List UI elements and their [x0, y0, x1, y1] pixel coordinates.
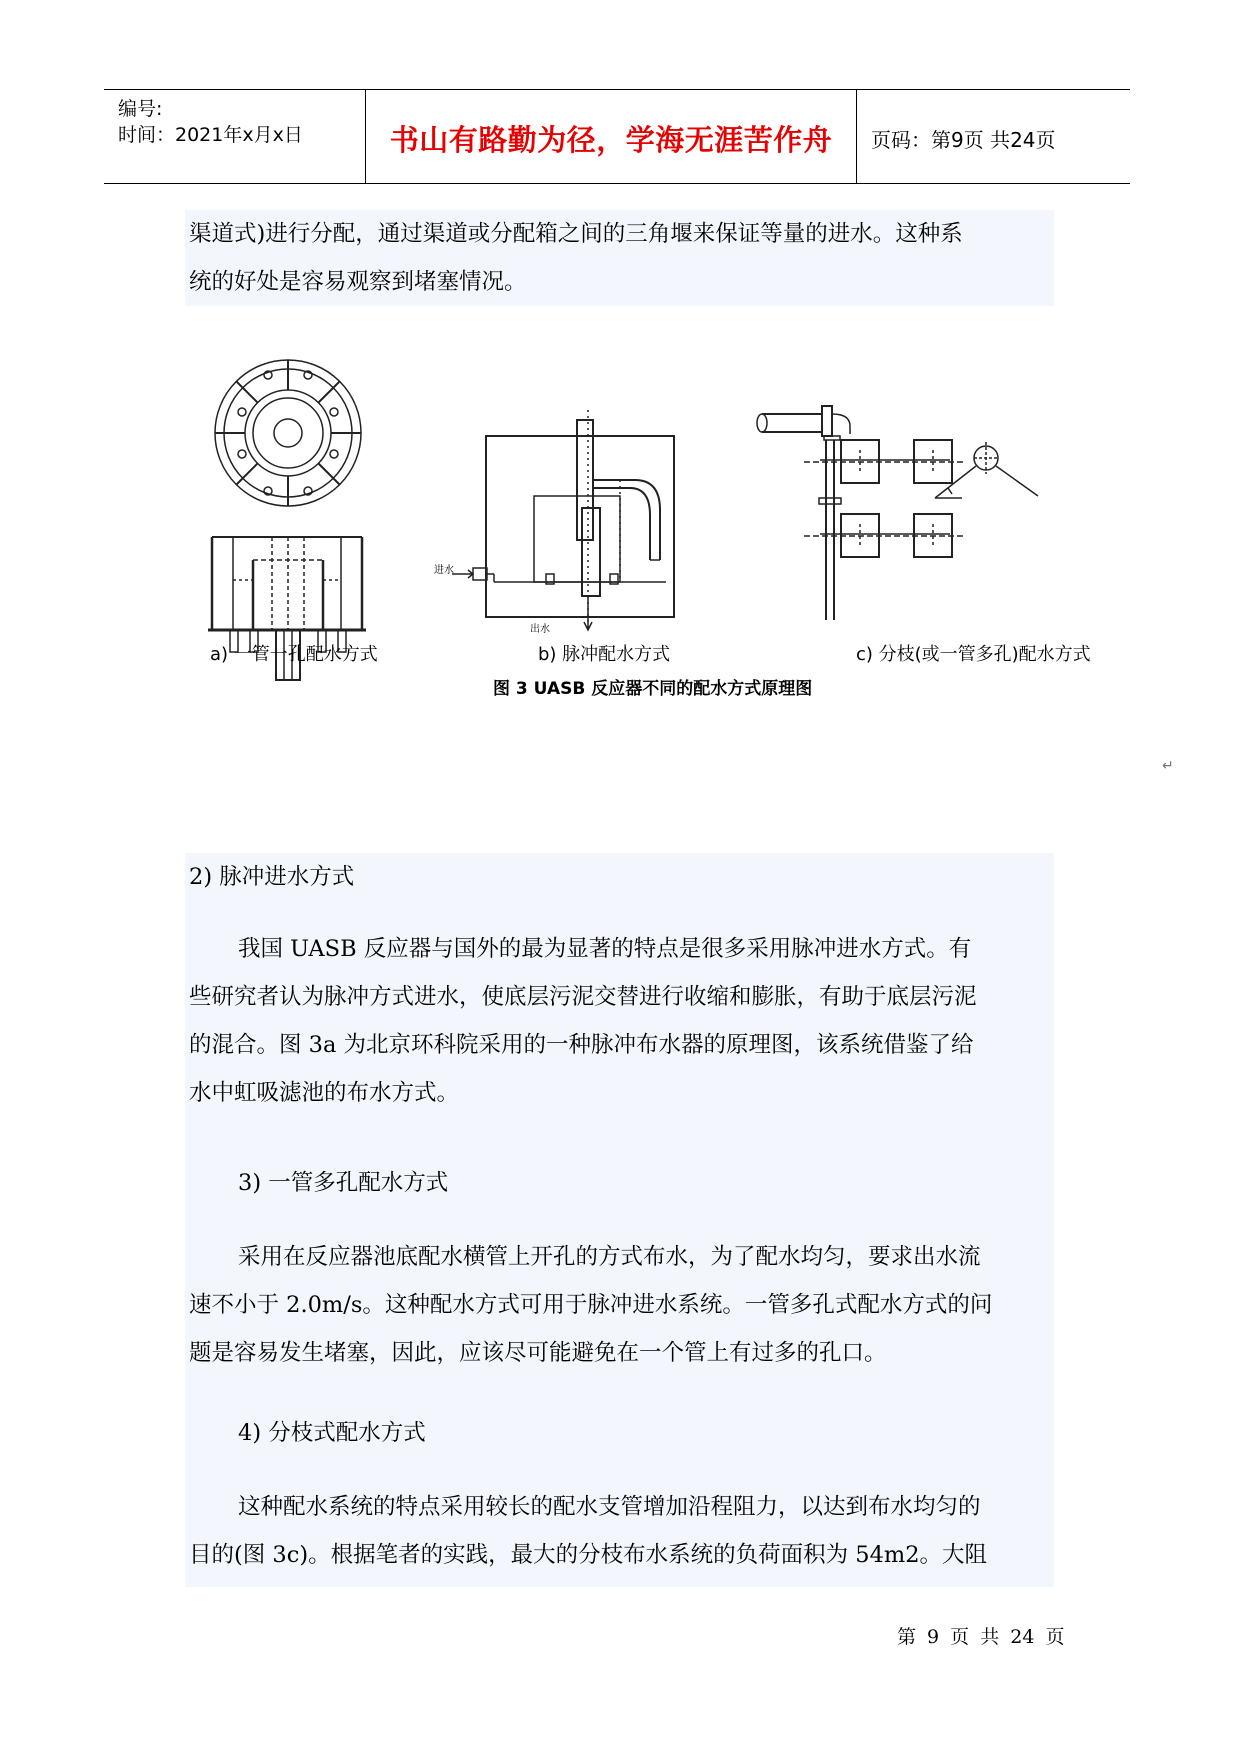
section-3 — [185, 1117, 1054, 1377]
text-line: 我国 UASB 反应器与国外的最为显著的特点是很多采用脉冲进水方式。有 — [238, 936, 972, 962]
diagram-b-pulse — [452, 410, 674, 630]
text-line: 速不小于 2.0m/s。这种配水方式可用于脉冲进水系统。一管多孔式配水方式的问 — [189, 1292, 993, 1318]
section-heading: 3) 一管多孔配水方式 — [238, 1170, 449, 1196]
header-meta-cell — [104, 90, 366, 183]
diagram-c-branch — [757, 406, 1038, 620]
caption-c: c) 分枝(或一管多孔)配水方式 — [856, 644, 1091, 665]
text-line: 些研究者认为脉冲方式进水，使底层污泥交替进行收缩和膨胀，有助于底层污泥 — [189, 984, 977, 1010]
number-label: 编号: — [118, 98, 163, 120]
text-line: 的混合。图 3a 为北京环科院采用的一种脉冲布水器的原理图，该系统借鉴了给 — [189, 1032, 974, 1058]
text-line: 渠道式)进行分配，通过渠道或分配箱之间的三角堰来保证等量的进水。这种系 — [189, 221, 963, 247]
text-line: 统的好处是容易观察到堵塞情况。 — [189, 269, 527, 295]
text-line: 采用在反应器池底配水横管上开孔的方式布水，为了配水均匀，要求出水流 — [238, 1244, 981, 1270]
header-page-cell — [857, 90, 1130, 183]
section-2 — [185, 853, 1054, 1117]
text-line: 目的(图 3c)。根据笔者的实践，最大的分枝布水系统的负荷面积为 54m2。大阻 — [189, 1542, 988, 1568]
caption-b: b) 脉冲配水方式 — [538, 644, 671, 665]
header-motto-cell — [366, 90, 857, 183]
motto: 书山有路勤为径，学海无涯苦作舟 — [389, 123, 833, 157]
section-heading: 4) 分枝式配水方式 — [238, 1420, 426, 1446]
page-header — [104, 89, 1130, 184]
intro-paragraph — [185, 210, 1054, 306]
figure-title: 图 3 UASB 反应器不同的配水方式原理图 — [493, 679, 813, 699]
section-heading: 2) 脉冲进水方式 — [189, 864, 355, 890]
text-line: 这种配水系统的特点采用较长的配水支管增加沿程阻力，以达到布水均匀的 — [238, 1494, 981, 1520]
text-line: 水中虹吸滤池的布水方式。 — [189, 1080, 460, 1106]
caption-a: a) 一管一孔配水方式 — [210, 644, 378, 665]
page-footer: 第 9 页 共 24 页 — [897, 1626, 1065, 1648]
diagram-a-top-view — [215, 360, 361, 506]
outlet-label: 出水 — [530, 624, 550, 635]
paragraph-mark: ↵ — [1162, 758, 1174, 774]
inlet-label: 进水 — [434, 565, 454, 576]
figure-diagram — [190, 330, 1120, 790]
text-line: 题是容易发生堵塞，因此，应该尽可能避免在一个管上有过多的孔口。 — [189, 1340, 887, 1366]
figure-3 — [190, 330, 1120, 790]
time-label: 时间：2021年x月x日 — [118, 124, 303, 146]
page-info: 页码：第9页 共24页 — [871, 128, 1056, 152]
section-4 — [185, 1377, 1054, 1587]
